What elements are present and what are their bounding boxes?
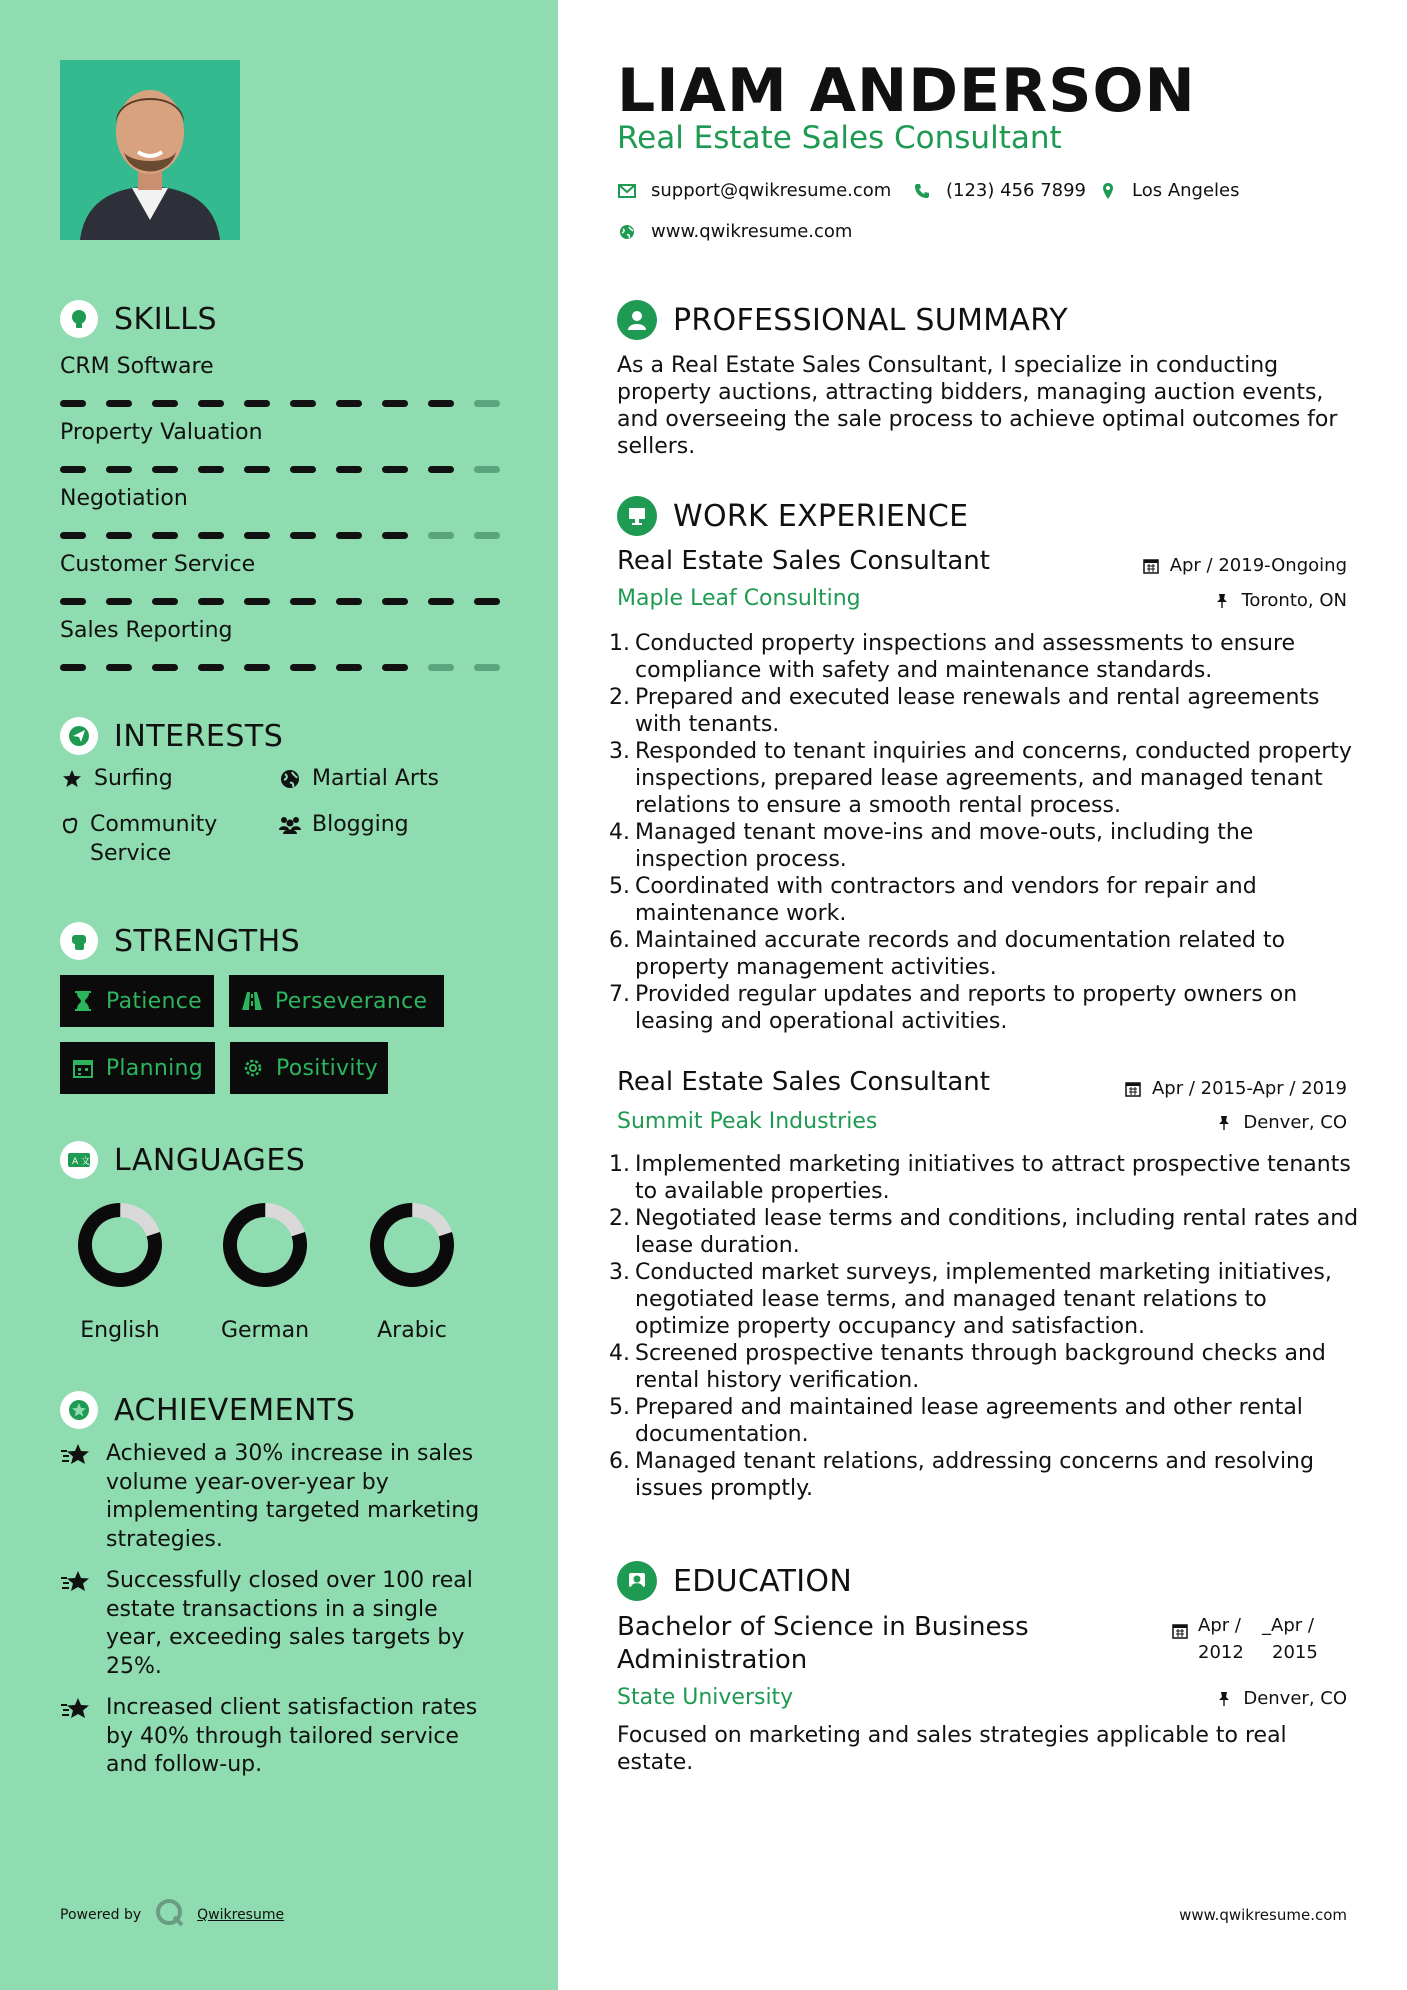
users-icon	[278, 810, 302, 839]
education-end	[1262, 1612, 1326, 1666]
strength-badge	[230, 1042, 388, 1094]
skill-level-bar	[60, 400, 500, 407]
pushpin-icon	[1215, 1114, 1233, 1132]
education-location-text: Denver, CO	[1243, 1688, 1347, 1709]
education-heading	[617, 1561, 852, 1601]
interest-label: Community Service	[90, 812, 218, 866]
language-proficiency-donut	[75, 1200, 165, 1290]
strength-label: Planning	[105, 1055, 203, 1081]
language-proficiency-donut	[367, 1200, 457, 1290]
skill-dash-filled	[336, 532, 362, 539]
education-dates	[1172, 1612, 1326, 1666]
skill-dash-filled	[290, 400, 316, 407]
strength-badge	[60, 975, 214, 1027]
skill-dash-filled	[382, 598, 408, 605]
contact-website	[617, 221, 852, 242]
graduate-icon	[617, 1561, 657, 1601]
sidebar	[0, 0, 558, 1990]
skill-dash-filled	[60, 400, 86, 407]
fist-icon	[60, 922, 98, 960]
skill-dash-filled	[382, 532, 408, 539]
lightbulb-icon	[60, 300, 98, 338]
skill-dash-filled	[106, 466, 132, 473]
donut-fill	[368, 1201, 456, 1289]
job-dates-text: Apr / 2015-Apr / 2019	[1151, 1078, 1347, 1099]
phone-text[interactable]: (123) 456 7899	[946, 180, 1087, 201]
achievement-item	[60, 1567, 500, 1681]
summary-heading	[617, 300, 1068, 340]
language-label: German	[220, 1318, 310, 1343]
duty-item: Maintained accurate records and documentation related to property management activities.	[635, 928, 1286, 980]
summary-heading-text: PROFESSIONAL SUMMARY	[673, 302, 1069, 338]
skill-row	[60, 550, 500, 605]
strength-label: Patience	[105, 988, 202, 1014]
job-location	[1213, 590, 1347, 611]
duty-item: Negotiated lease terms and conditions, including rental rates and lease duration.	[635, 1206, 1359, 1258]
skill-dash-filled	[290, 664, 316, 671]
summary-text: As a Real Estate Sales Consultant, I specialize in conducting property auctions, attracting bidders, managing auction events, and overseeing the sale process to achieve optimal outcomes for sellers.	[617, 353, 1338, 459]
education-end-year: 2015	[1272, 1642, 1318, 1663]
skill-dash-filled	[152, 466, 178, 473]
interest-item	[60, 810, 250, 868]
powered-by	[60, 1898, 284, 1932]
education-start-year: 2012	[1198, 1642, 1244, 1663]
skill-dash-filled	[290, 532, 316, 539]
job-duties-list	[635, 1151, 1361, 1502]
language-label: English	[80, 1318, 160, 1343]
skill-dash-filled	[60, 664, 86, 671]
phone-icon	[912, 181, 932, 201]
skills-heading	[60, 300, 217, 338]
skill-dash-empty	[428, 664, 454, 671]
interest-label: Surfing	[94, 766, 173, 791]
skill-dash-filled	[336, 400, 362, 407]
skill-label: Sales Reporting	[60, 618, 233, 643]
interests-heading-text: INTERESTS	[114, 718, 284, 754]
profile-photo	[60, 60, 240, 240]
job-company: Summit Peak Industries	[617, 1109, 878, 1134]
duty-item: Responded to tenant inquiries and concerns, conducted property inspections, prepared lease agreements, and managed tenant relations to ensure a smooth rental process.	[635, 739, 1352, 818]
duty-item: Managed tenant move-ins and move-outs, including the inspection process.	[635, 820, 1254, 872]
skill-dash-filled	[198, 664, 224, 671]
education-start	[1198, 1612, 1262, 1666]
skill-dash-filled	[336, 598, 362, 605]
skill-dash-filled	[152, 532, 178, 539]
skill-label: Negotiation	[60, 486, 188, 511]
skill-dash-filled	[244, 664, 270, 671]
duty-item: Managed tenant relations, addressing concerns and resolving issues promptly.	[635, 1449, 1314, 1501]
skill-dash-filled	[60, 598, 86, 605]
job-dates	[1124, 1078, 1347, 1099]
duty-item: Screened prospective tenants through background checks and rental history verification.	[635, 1341, 1326, 1393]
gear-icon	[242, 1057, 264, 1079]
skill-dash-filled	[60, 532, 86, 539]
interest-item	[60, 764, 173, 793]
map-pin-icon	[1098, 181, 1118, 201]
education-description: Focused on marketing and sales strategies applicable to real estate.	[617, 1723, 1287, 1775]
skill-dash-filled	[244, 466, 270, 473]
degree-title: Bachelor of Science in Business Administration	[617, 1612, 1029, 1675]
skill-dash-empty	[474, 466, 500, 473]
powered-by-label: Powered by	[60, 1907, 142, 1923]
skill-dash-empty	[474, 400, 500, 407]
achievement-text: Increased client satisfaction rates by 40% through tailored service and follow-up.	[106, 1695, 478, 1777]
skill-dash-filled	[106, 532, 132, 539]
skill-dash-filled	[106, 664, 132, 671]
skill-dash-filled	[382, 664, 408, 671]
skill-dash-filled	[198, 466, 224, 473]
skill-dash-filled	[106, 400, 132, 407]
email-text[interactable]: support@qwikresume.com	[651, 180, 892, 201]
skill-dash-filled	[152, 400, 178, 407]
briefcase-icon	[617, 496, 657, 536]
skill-level-bar	[60, 664, 500, 671]
language-label: Arabic	[377, 1318, 447, 1343]
paper-plane-icon	[60, 717, 98, 755]
skill-dash-filled	[290, 466, 316, 473]
job-title: Real Estate Sales Consultant	[617, 1067, 990, 1097]
education-start-month: Apr /	[1198, 1615, 1241, 1636]
globe-icon	[278, 764, 302, 793]
skill-row	[60, 418, 500, 473]
skill-dash-filled	[382, 400, 408, 407]
job-dates-text: Apr / 2019-Ongoing	[1169, 555, 1347, 576]
skill-label: CRM Software	[60, 354, 214, 379]
skill-dash-filled	[336, 466, 362, 473]
donut-fill	[221, 1201, 309, 1289]
duty-item: Conducted property inspections and assessments to ensure compliance with safety and maintenance standards.	[635, 631, 1296, 683]
skill-dash-empty	[474, 664, 500, 671]
achievement-item	[60, 1694, 500, 1780]
star-burst-icon	[60, 1440, 94, 1554]
achievements-heading	[60, 1391, 355, 1429]
qwikresume-link[interactable]: Qwikresume	[197, 1907, 285, 1923]
calendar-icon	[1124, 1080, 1142, 1098]
globe-icon	[617, 222, 637, 242]
skill-dash-filled	[152, 664, 178, 671]
experience-heading-text: WORK EXPERIENCE	[673, 498, 969, 534]
skill-dash-filled	[152, 598, 178, 605]
star-icon	[60, 764, 84, 793]
achievement-text: Successfully closed over 100 real estate transactions in a single year, exceeding sales targets by 25%.	[106, 1568, 473, 1679]
job-location-text: Denver, CO	[1243, 1112, 1347, 1133]
strength-badge	[229, 975, 444, 1027]
calendar-icon	[1142, 557, 1160, 575]
skill-dash-filled	[198, 400, 224, 407]
qwikresume-logo-icon	[155, 1898, 185, 1932]
hand-icon	[60, 810, 80, 839]
interest-label: Blogging	[312, 812, 409, 837]
skill-row	[60, 616, 500, 671]
skill-dash-filled	[428, 466, 454, 473]
strengths-heading	[60, 922, 300, 960]
skill-dash-filled	[290, 598, 316, 605]
skill-dash-filled	[106, 598, 132, 605]
donut-fill	[76, 1201, 164, 1289]
skill-dash-filled	[244, 532, 270, 539]
job-location	[1215, 1112, 1347, 1133]
svg-text:A: A	[72, 1157, 79, 1167]
contact-phone	[912, 180, 1086, 201]
star-burst-icon	[60, 1694, 94, 1780]
location-text: Los Angeles	[1132, 180, 1240, 201]
skill-level-bar	[60, 532, 500, 539]
job-company: Maple Leaf Consulting	[617, 586, 861, 611]
road-icon	[241, 990, 263, 1012]
strengths-heading-text: STRENGTHS	[114, 923, 301, 959]
job-title: Real Estate Sales Consultant	[617, 546, 990, 576]
interest-item	[278, 764, 439, 793]
language-item	[200, 1200, 330, 1343]
education-location	[1215, 1688, 1347, 1709]
achievements-heading-text: ACHIEVEMENTS	[114, 1392, 356, 1428]
calendar-icon	[72, 1057, 94, 1079]
skill-dash-empty	[474, 532, 500, 539]
education-end-month: _Apr /	[1262, 1615, 1314, 1636]
experience-heading	[617, 496, 968, 536]
duty-item: Prepared and maintained lease agreements and other rental documentation.	[635, 1395, 1303, 1447]
job-dates	[1142, 555, 1347, 576]
skill-dash-filled	[428, 400, 454, 407]
user-icon	[617, 300, 657, 340]
contact-location	[1098, 180, 1240, 201]
website-text[interactable]: www.qwikresume.com	[651, 221, 853, 242]
skill-level-bar	[60, 598, 500, 605]
skill-dash-filled	[198, 532, 224, 539]
achievement-text: Achieved a 30% increase in sales volume year-over-year by implementing targeted marketing strategies.	[106, 1441, 480, 1552]
svg-text:文: 文	[81, 1157, 91, 1167]
skill-label: Property Valuation	[60, 420, 263, 445]
education-heading-text: EDUCATION	[673, 1563, 853, 1599]
skill-dash-filled	[474, 598, 500, 605]
translate-icon	[60, 1141, 98, 1179]
skill-row	[60, 484, 500, 539]
pushpin-icon	[1213, 592, 1231, 610]
strength-badge	[60, 1042, 215, 1094]
footer-url[interactable]: www.qwikresume.com	[1179, 1906, 1347, 1924]
skill-dash-filled	[244, 598, 270, 605]
skill-label: Customer Service	[60, 552, 256, 577]
award-star-icon	[60, 1391, 98, 1429]
skill-dash-filled	[428, 598, 454, 605]
strength-label: Perseverance	[275, 988, 428, 1014]
duty-item: Coordinated with contractors and vendors for repair and maintenance work.	[635, 874, 1257, 926]
skill-dash-filled	[336, 664, 362, 671]
interest-label: Martial Arts	[312, 766, 440, 791]
skills-heading-text: SKILLS	[114, 301, 218, 337]
duty-item: Provided regular updates and reports to property owners on leasing and operational activities.	[635, 982, 1298, 1034]
interests-heading	[60, 717, 283, 755]
skill-dash-filled	[382, 466, 408, 473]
pushpin-icon	[1215, 1690, 1233, 1708]
language-proficiency-donut	[220, 1200, 310, 1290]
skill-dash-empty	[428, 532, 454, 539]
calendar-icon	[1172, 1612, 1190, 1639]
skill-dash-filled	[198, 598, 224, 605]
candidate-name: LIAM ANDERSON	[617, 56, 1196, 126]
hourglass-icon	[72, 990, 94, 1012]
skill-row	[60, 352, 500, 407]
language-item	[55, 1200, 185, 1343]
skill-dash-filled	[244, 400, 270, 407]
strength-label: Positivity	[276, 1055, 379, 1081]
language-item	[347, 1200, 477, 1343]
skill-level-bar	[60, 466, 500, 473]
skill-dash-filled	[60, 466, 86, 473]
achievement-item	[60, 1440, 500, 1554]
interest-item	[278, 810, 409, 839]
school-name: State University	[617, 1685, 794, 1710]
duty-item: Prepared and executed lease renewals and rental agreements with tenants.	[635, 685, 1320, 737]
star-burst-icon	[60, 1567, 94, 1681]
candidate-title: Real Estate Sales Consultant	[617, 120, 1062, 156]
job-duties-list	[635, 630, 1361, 1035]
contact-email	[617, 180, 891, 201]
languages-heading	[60, 1141, 305, 1179]
duty-item: Conducted market surveys, implemented marketing initiatives, negotiated lease terms, and managed tenant relations to optimize property occupancy and satisfaction.	[635, 1260, 1332, 1339]
envelope-icon	[617, 181, 637, 201]
duty-item: Implemented marketing initiatives to attract prospective tenants to available properties.	[635, 1152, 1351, 1204]
languages-heading-text: LANGUAGES	[114, 1142, 306, 1178]
job-location-text: Toronto, ON	[1241, 590, 1347, 611]
